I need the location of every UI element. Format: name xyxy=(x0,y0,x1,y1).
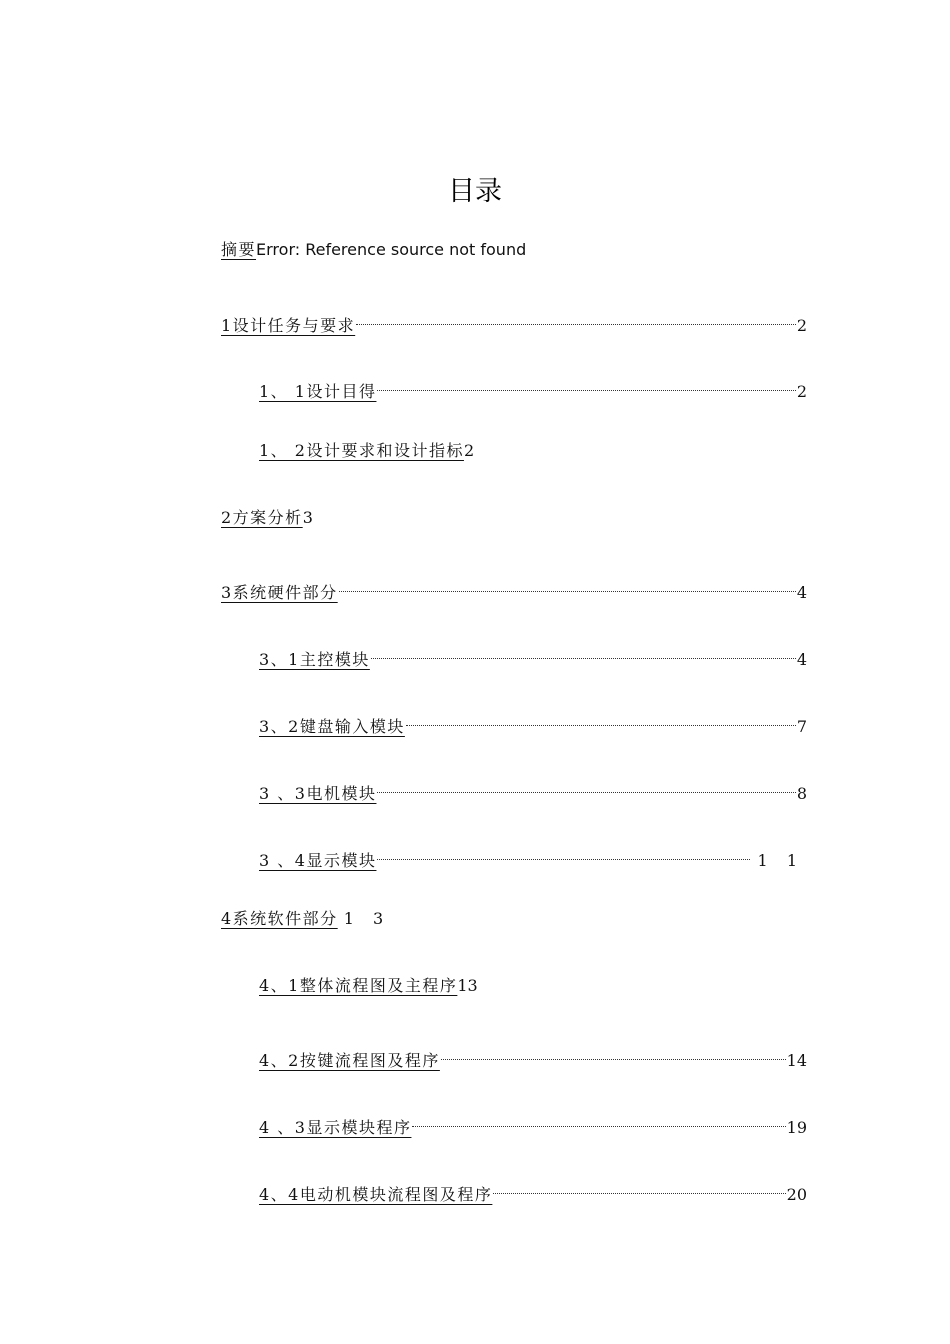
reference-error-text: Error: Reference source not found xyxy=(256,240,527,259)
dot-leader xyxy=(493,1174,785,1200)
toc-entry-label: 4、4电动机模块流程图及程序 xyxy=(259,1185,493,1204)
dot-leader xyxy=(371,639,796,665)
toc-entry[interactable] xyxy=(259,840,804,870)
toc-entry-label: 1、 1设计目得 xyxy=(259,382,377,401)
toc-page-number: 4 xyxy=(796,583,807,602)
toc-page-number: 14 xyxy=(786,1051,807,1070)
toc-entry-label: 4 、3显示模块程序 xyxy=(259,1118,412,1137)
toc-entry-label: 4系统软件部分 xyxy=(221,909,338,928)
toc-entry-label: 3系统硬件部分 xyxy=(221,583,338,602)
toc-entry[interactable] xyxy=(259,1040,807,1070)
dot-leader xyxy=(339,572,796,598)
toc-page-number: 7 xyxy=(796,717,807,736)
toc-entry[interactable] xyxy=(259,371,807,401)
toc-page-number: 8 xyxy=(796,784,807,803)
dot-leader xyxy=(377,840,749,866)
toc-entry[interactable] xyxy=(259,1174,807,1204)
toc-page-number: 1 3 xyxy=(343,909,391,928)
toc-page-number: 19 xyxy=(786,1118,807,1137)
dot-leader xyxy=(441,1040,786,1066)
toc-page-number: 3 xyxy=(302,508,313,527)
dot-leader xyxy=(377,371,795,397)
toc-entry-label: 摘要 xyxy=(221,240,257,259)
toc-entry-label: 4、2按键流程图及程序 xyxy=(259,1051,440,1070)
toc-entry[interactable] xyxy=(259,639,807,669)
toc-entry-label: 2方案分析 xyxy=(221,508,303,527)
toc-entry[interactable] xyxy=(259,1107,807,1137)
toc-entry[interactable] xyxy=(221,906,807,932)
dot-leader xyxy=(377,773,795,799)
toc-entry[interactable] xyxy=(221,572,807,602)
toc-entry-label: 3、2键盘输入模块 xyxy=(259,717,405,736)
toc-entry-abstract[interactable] xyxy=(221,237,807,263)
toc-entry[interactable] xyxy=(221,305,807,335)
toc-page-number: 13 xyxy=(457,976,478,995)
toc-page-number: 2 xyxy=(796,382,807,401)
toc-entry[interactable] xyxy=(259,438,807,464)
toc-entry-label: 3、1主控模块 xyxy=(259,650,370,669)
toc-page-number: 20 xyxy=(786,1185,807,1204)
toc-entry-label: 3 、4显示模块 xyxy=(259,851,377,870)
toc-page-number: 2 xyxy=(796,316,807,335)
toc-entry-label: 3 、3电机模块 xyxy=(259,784,377,803)
toc-page-number: 1 1 xyxy=(757,851,804,870)
toc-entry[interactable] xyxy=(259,773,807,803)
toc-entry[interactable] xyxy=(221,505,807,531)
toc-entry-label: 1设计任务与要求 xyxy=(221,316,356,335)
toc-entry-label: 4、1整体流程图及主程序 xyxy=(259,976,458,995)
dot-leader xyxy=(356,305,796,331)
toc-entry-label: 1、 2设计要求和设计指标 xyxy=(259,441,464,460)
dot-leader xyxy=(412,1107,785,1133)
dot-leader xyxy=(406,706,796,732)
toc-page-number: 2 xyxy=(463,441,475,460)
page-title: 目录 xyxy=(448,176,502,207)
toc-entry[interactable] xyxy=(259,973,807,999)
toc-page-number: 4 xyxy=(796,650,807,669)
toc-entry[interactable] xyxy=(259,706,807,736)
